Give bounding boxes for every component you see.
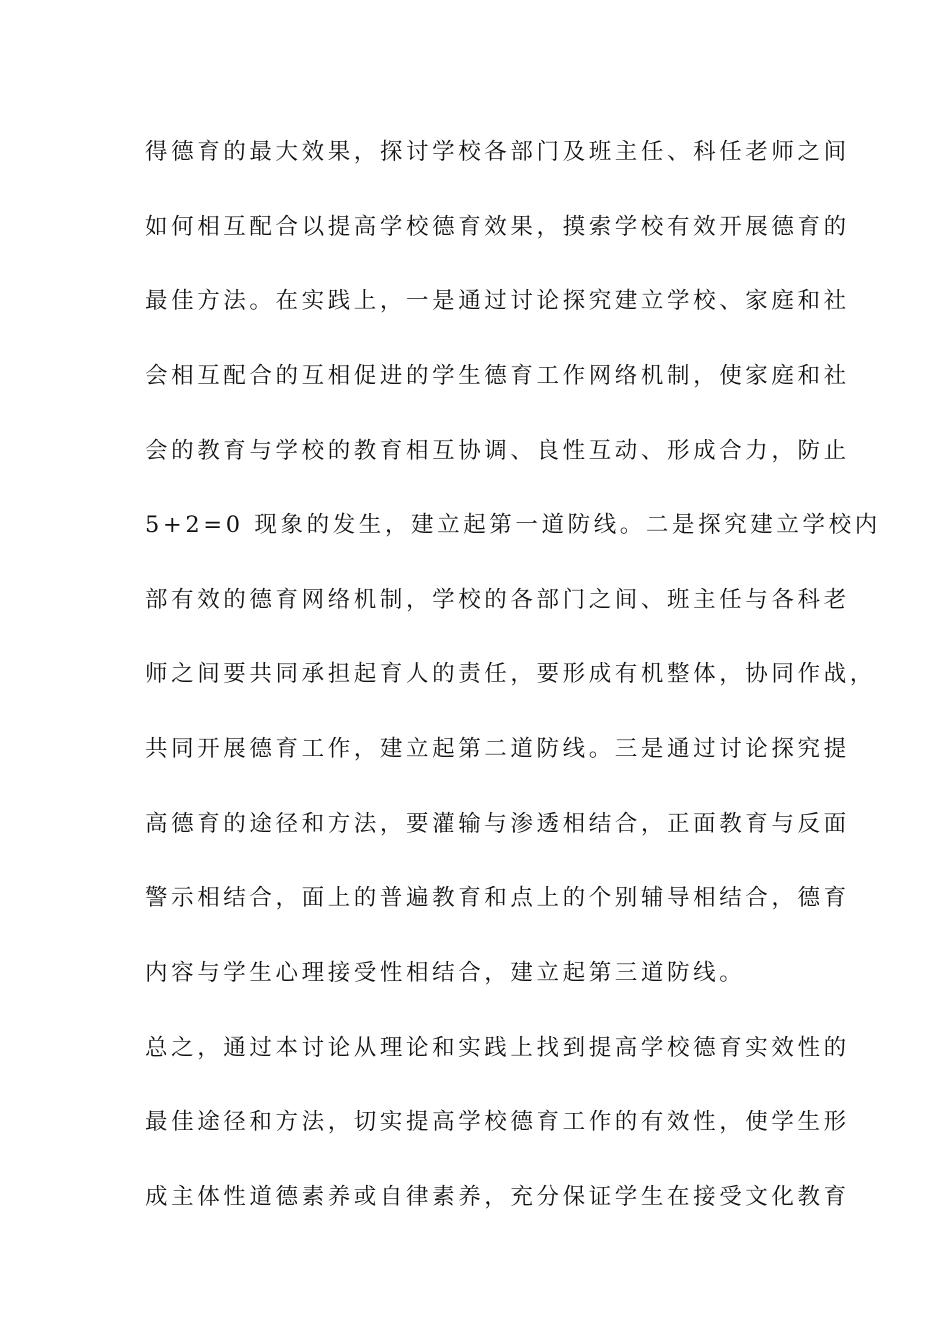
paragraph-1-line-10: 高德育的途径和方法，要灌输与渗透相结合，正面教育与反面 [145,811,850,837]
paragraph-1-line-2: 如何相互配合以提高学校德育效果，摸索学校有效开展德育的 [145,214,850,240]
paragraph-1-line-4: 会相互配合的互相促进的学生德育工作网络机制，使家庭和社 [145,363,850,389]
paragraph-1-line-8: 师之间要共同承担起育人的责任，要形成有机整体，协同作战， [145,661,876,687]
paragraph-1-line-6: 5+2=0 现象的发生，建立起第一道防线。二是探究建立学校内 [145,512,881,538]
paragraph-1-line-11: 警示相结合，面上的普遍教育和点上的个别辅导相结合，德育 [145,885,850,911]
paragraph-1-line-9: 共同开展德育工作，建立起第二道防线。三是通过讨论探究提 [145,736,850,762]
paragraph-2-line-2: 最佳途径和方法，切实提高学校德育工作的有效性，使学生形 [145,1109,850,1135]
paragraph-1-line-1: 得德育的最大效果，探讨学校各部门及班主任、科任老师之间 [145,139,850,165]
paragraph-1-line-5: 会的教育与学校的教育相互协调、良性互动、形成合力，防止 [145,438,850,464]
paragraph-1-line-7: 部有效的德育网络机制，学校的各部门之间、班主任与各科老 [145,587,850,613]
paragraph-1-line-12: 内容与学生心理接受性相结合，建立起第三道防线。 [145,960,746,986]
paragraph-1-line-3: 最佳方法。在实践上，一是通过讨论探究建立学校、家庭和社 [145,288,850,314]
paragraph-2-line-1: 总之，通过本讨论从理论和实践上找到提高学校德育实效性的 [145,1035,850,1061]
paragraph-2-line-3: 成主体性道德素养或自律素养，充分保证学生在接受文化教育 [145,1184,850,1210]
